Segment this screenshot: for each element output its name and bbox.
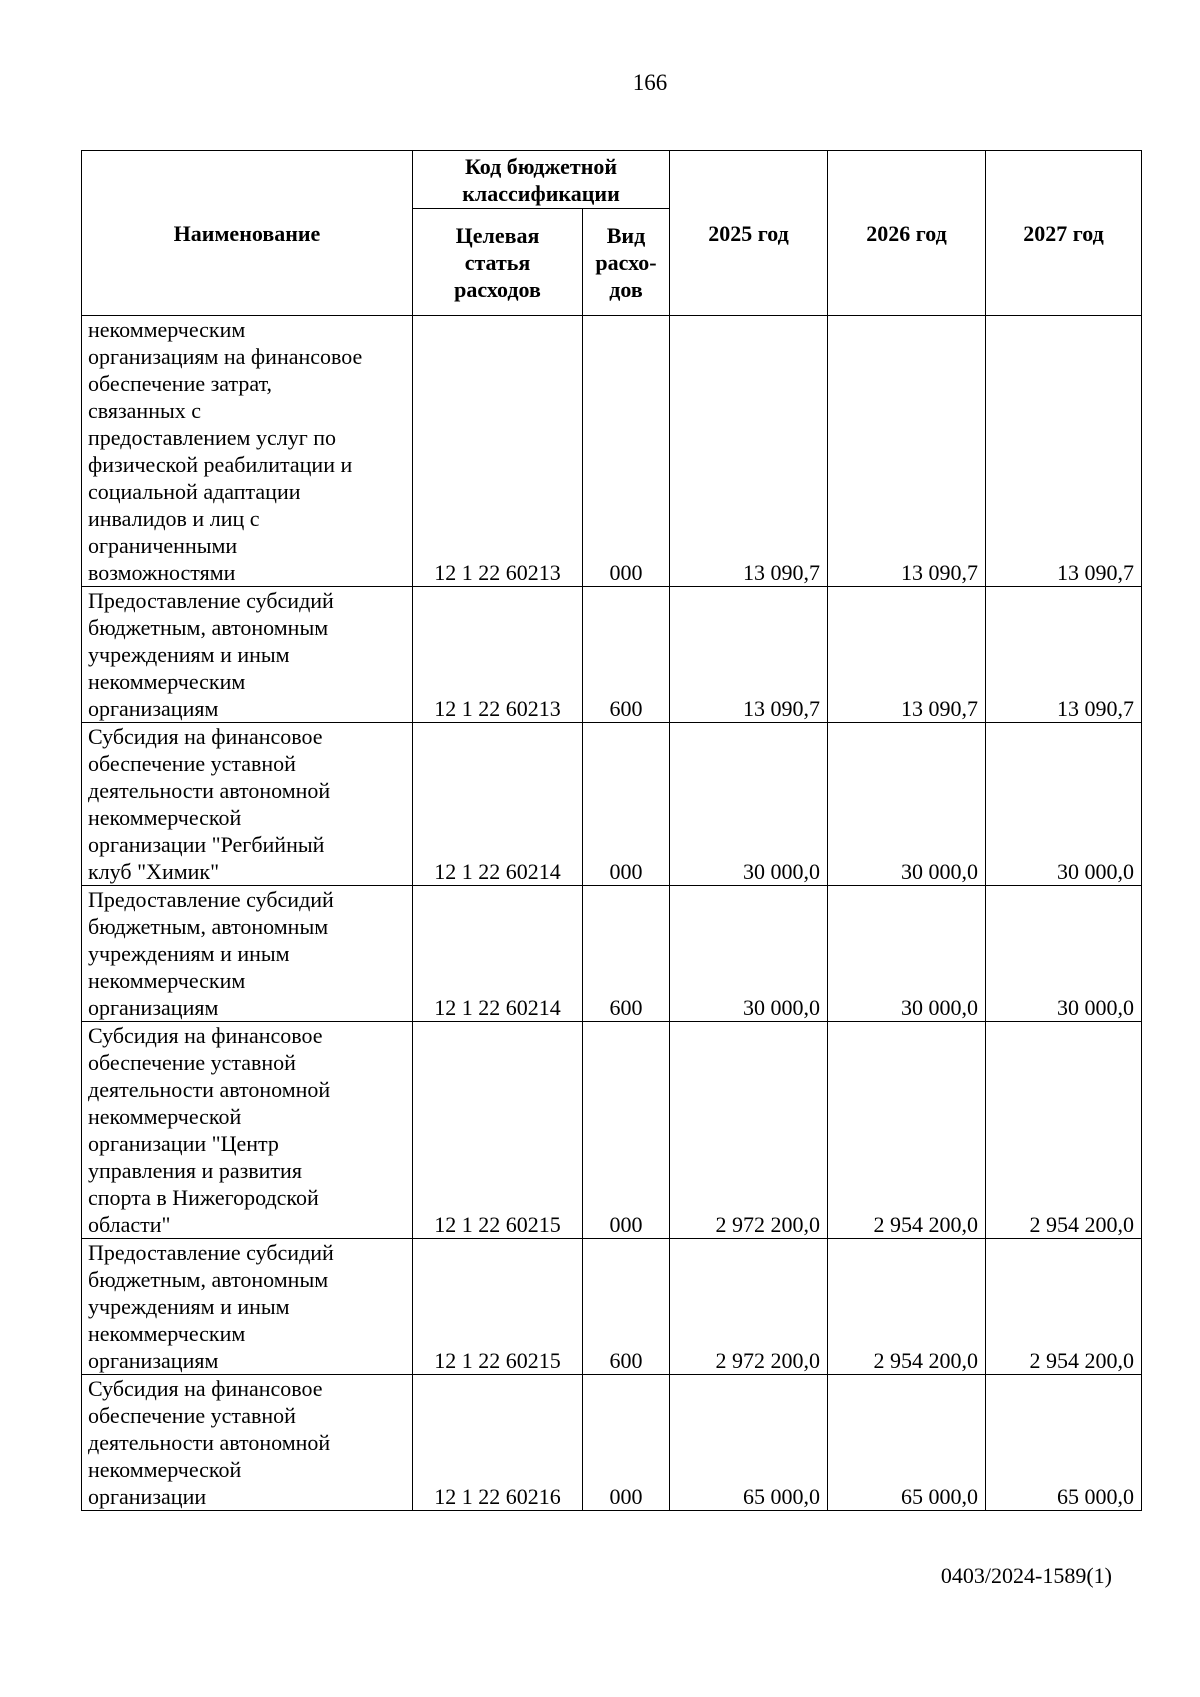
row-value-2026: 13 090,7 <box>828 316 986 587</box>
row-value-2027: 2 954 200,0 <box>986 1239 1142 1375</box>
header-kind: Вид расхо-дов <box>583 209 670 316</box>
header-code-group: Код бюджетной классификации <box>413 151 670 209</box>
row-value-2025: 65 000,0 <box>670 1375 828 1511</box>
row-value-2027: 2 954 200,0 <box>986 1022 1142 1239</box>
row-value-2027: 30 000,0 <box>986 886 1142 1022</box>
row-value-2026: 30 000,0 <box>828 886 986 1022</box>
row-value-2027: 30 000,0 <box>986 723 1142 886</box>
row-expense-kind: 600 <box>583 886 670 1022</box>
page-number: 166 <box>632 70 668 95</box>
document-code: 0403/2024-1589(1) <box>940 1563 1112 1588</box>
row-target-code: 12 1 22 60214 <box>413 886 583 1022</box>
row-value-2027: 13 090,7 <box>986 587 1142 723</box>
row-name: Предоставление субсидий бюджетным, автономным учреждениям и иным некоммерческим организациям <box>82 886 413 1022</box>
row-value-2027: 13 090,7 <box>986 316 1142 587</box>
row-name: Предоставление субсидий бюджетным, автономным учреждениям и иным некоммерческим организациям <box>82 587 413 723</box>
row-expense-kind: 000 <box>583 1022 670 1239</box>
row-value-2027: 65 000,0 <box>986 1375 1142 1511</box>
table-row <box>82 886 1142 1022</box>
row-target-code: 12 1 22 60213 <box>413 587 583 723</box>
row-expense-kind: 000 <box>583 1375 670 1511</box>
row-target-code: 12 1 22 60215 <box>413 1022 583 1239</box>
header-2027: 2027 год <box>986 151 1142 316</box>
row-name: Субсидия на финансовое обеспечение уставной деятельности автономной некоммерческой организации <box>82 1375 413 1511</box>
row-target-code: 12 1 22 60215 <box>413 1239 583 1375</box>
row-value-2025: 2 972 200,0 <box>670 1022 828 1239</box>
row-value-2026: 2 954 200,0 <box>828 1022 986 1239</box>
row-target-code: 12 1 22 60216 <box>413 1375 583 1511</box>
table-row <box>82 316 1142 587</box>
row-name: Субсидия на финансовое обеспечение уставной деятельности автономной некоммерческой организации "Центр управления и развития спорта в Нижегородской области" <box>82 1022 413 1239</box>
budget-table <box>81 150 1142 1511</box>
header-name: Наименование <box>82 151 413 316</box>
table-row <box>82 587 1142 723</box>
table-row <box>82 723 1142 886</box>
row-value-2026: 30 000,0 <box>828 723 986 886</box>
row-target-code: 12 1 22 60213 <box>413 316 583 587</box>
header-2025: 2025 год <box>670 151 828 316</box>
header-2026: 2026 год <box>828 151 986 316</box>
header-target: Целевая статья расходов <box>413 209 583 316</box>
row-expense-kind: 600 <box>583 1239 670 1375</box>
row-value-2026: 13 090,7 <box>828 587 986 723</box>
row-name: Субсидия на финансовое обеспечение уставной деятельности автономной некоммерческой организации "Регбийный клуб "Химик" <box>82 723 413 886</box>
table-header <box>82 151 1142 316</box>
row-value-2025: 30 000,0 <box>670 723 828 886</box>
table-body <box>82 316 1142 1511</box>
row-target-code: 12 1 22 60214 <box>413 723 583 886</box>
table-row <box>82 1022 1142 1239</box>
row-value-2026: 2 954 200,0 <box>828 1239 986 1375</box>
row-name: Предоставление субсидий бюджетным, автономным учреждениям и иным некоммерческим организациям <box>82 1239 413 1375</box>
row-name: некоммерческим организациям на финансовое обеспечение затрат, связанных с предоставлением услуг по физической реабилитации и социальной адаптации инвалидов и лиц с ограниченными возможностями <box>82 316 413 587</box>
row-value-2025: 2 972 200,0 <box>670 1239 828 1375</box>
table-row <box>82 1375 1142 1511</box>
row-value-2025: 13 090,7 <box>670 587 828 723</box>
table-row <box>82 1239 1142 1375</box>
row-value-2026: 65 000,0 <box>828 1375 986 1511</box>
row-expense-kind: 600 <box>583 587 670 723</box>
row-value-2025: 13 090,7 <box>670 316 828 587</box>
row-expense-kind: 000 <box>583 723 670 886</box>
row-expense-kind: 000 <box>583 316 670 587</box>
row-value-2025: 30 000,0 <box>670 886 828 1022</box>
